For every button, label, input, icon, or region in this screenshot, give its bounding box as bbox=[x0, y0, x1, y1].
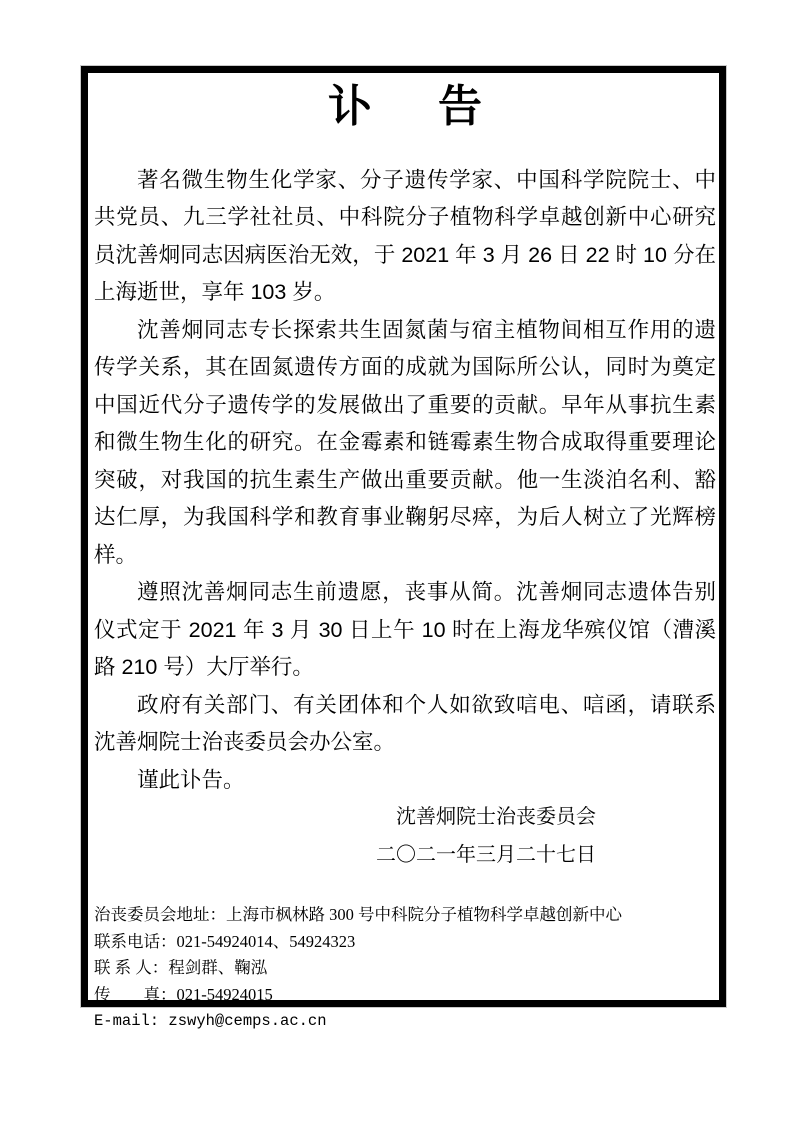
paragraph-condolence-contact: 政府有关部门、有关团体和个人如欲致唁电、唁函，请联系沈善炯院士治丧委员会办公室。 bbox=[94, 692, 716, 755]
title-char-gao: 告 bbox=[438, 82, 482, 131]
email-line: E-mail: zswyh@cemps.ac.cn bbox=[94, 1012, 327, 1031]
contact-footer bbox=[94, 902, 716, 1035]
fax-line: 传 真：021-54924015 bbox=[94, 984, 273, 1004]
paragraph-death-announcement: 著名微生物生化学家、分子遗传学家、中国科学院院士、中共党员、九三学社社员、中科院分子植物科学卓越创新中心研究员沈善炯同志因病医治无效，于 2021 年 3 月 26 日 22 时 10 分在上海逝世，享年 103 岁。 bbox=[94, 167, 716, 305]
paragraph-closing: 谨此讣告。 bbox=[137, 767, 245, 792]
paragraph-farewell-ceremony: 遵照沈善炯同志生前遗愿，丧事从简。沈善炯同志遗体告别仪式定于 2021 年 3 月 30 日上午 10 时在上海龙华殡仪馆（漕溪路 210 号）大厅举行。 bbox=[94, 580, 716, 680]
date-line: 二〇二一年三月二十七日 bbox=[376, 843, 596, 866]
phone-line: 联系电话：021-54924014、54924323 bbox=[94, 931, 356, 951]
contact-person-line: 联 系 人：程剑群、鞠泓 bbox=[94, 958, 268, 978]
obituary-notice bbox=[81, 66, 726, 1031]
title-char-fu: 讣 bbox=[328, 82, 372, 131]
signature-line: 沈善炯院士治丧委员会 bbox=[396, 806, 596, 829]
notice-title bbox=[94, 81, 716, 134]
paragraph-biography: 沈善炯同志专长探索共生固氮菌与宿主植物间相互作用的遗传学关系，其在固氮遗传方面的成就为国际所公认，同时为奠定中国近代分子遗传学的发展做出了重要的贡献。早年从事抗生素和微生物生化的研究。在金霉素和链霉素生物合成取得重要理论突破，对我国的抗生素生产做出重要贡献。他一生淡泊名利、豁达仁厚，为我国科学和教育事业鞠躬尽瘁，为后人树立了光辉榜样。 bbox=[94, 317, 716, 567]
committee-address-line: 治丧委员会地址：上海市枫林路 300 号中科院分子植物科学卓越创新中心 bbox=[94, 905, 622, 925]
